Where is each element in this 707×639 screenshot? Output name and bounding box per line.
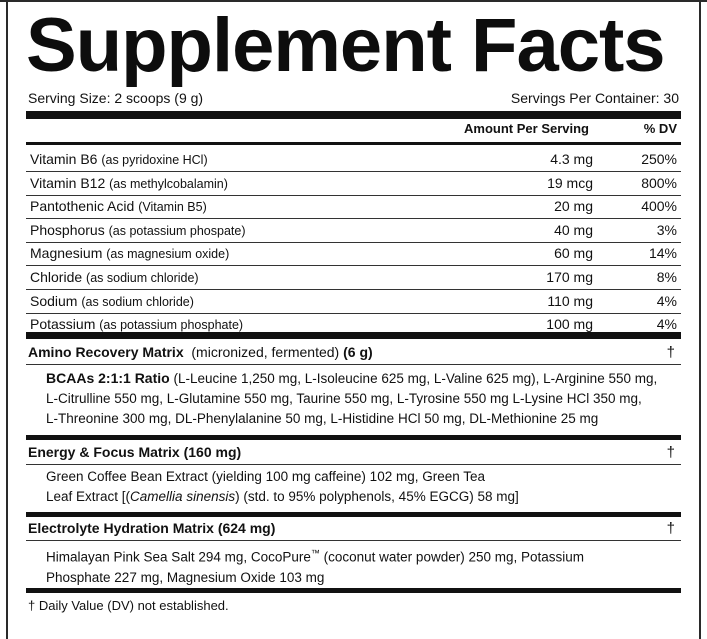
electrolyte-title-text: Electrolyte Hydration Matrix (624 mg) [28,520,276,536]
nutrient-dv: 14% [648,245,677,261]
energy-line-2-post: ) (std. to 95% polyphenols, 45% EGCG) 58 mg] [235,489,519,504]
nutrient-dv: 800% [641,175,677,191]
amino-amount: (6 g) [343,344,373,360]
electrolyte-line-1-pre: Himalayan Pink Sea Salt 294 mg, CocoPure [46,549,311,565]
header-bottom-rule [26,142,681,145]
electrolyte-dagger: † [666,520,675,537]
nutrient-name-text: Magnesium [30,245,103,261]
nutrient-amount: 110 mg [547,293,593,309]
nutrient-name [30,245,229,261]
nutrient-row [28,195,679,217]
nutrient-name-text: Phosphorus [30,222,105,238]
energy-title-text: Energy & Focus Matrix (160 mg) [28,444,242,460]
nutrient-name-text: Pantothenic Acid [30,198,135,214]
nutrient-name [30,293,194,309]
electrolyte-line-1 [46,543,685,568]
nutrient-dv: 4% [656,293,677,309]
left-border [6,0,8,639]
nutrient-source: (as pyridoxine HCl) [101,153,208,167]
nutrient-amount: 60 mg [554,245,593,261]
energy-divider [26,464,681,465]
nutrient-row [28,242,679,264]
electrolyte-line-2: Phosphate 227 mg, Magnesium Oxide 103 mg [46,569,325,585]
nutrient-amount: 4.3 mg [550,151,593,167]
nutrient-amount: 170 mg [546,269,593,285]
energy-top-rule [26,435,681,440]
amino-divider [26,364,681,365]
nutrient-source: (as sodium chloride) [81,295,194,309]
trademark-symbol: ™ [310,548,320,558]
nutrient-dv: 400% [641,198,677,214]
bcaa-label: BCAAs 2:1:1 Ratio [46,370,170,386]
nutrient-name [30,151,208,167]
nutrient-name [30,198,207,214]
header-rule [26,111,681,119]
right-border [699,0,701,639]
nutrient-row [28,290,679,312]
nutrient-source: (Vitamin B5) [138,200,207,214]
energy-dagger: † [666,444,675,461]
nutrient-dv: 4% [656,316,677,332]
energy-line-2-pre: Leaf Extract [( [46,489,131,504]
serving-size: Serving Size: 2 scoops (9 g) [28,90,204,106]
nutrient-row [28,266,679,288]
panel-title: Supplement Facts [26,3,665,88]
amino-top-rule [26,332,681,339]
energy-line-2 [46,487,685,507]
nutrient-name-text: Chloride [30,269,83,285]
energy-matrix-title [28,444,241,460]
electrolyte-top-rule [26,512,681,517]
nutrient-source: (as potassium phospate) [108,224,246,238]
dv-header: % DV [643,121,677,136]
amino-line-1 [46,368,685,389]
nutrient-amount: 100 mg [546,316,593,332]
nutrient-source: (as methylcobalamin) [109,177,228,191]
energy-line-1: Green Coffee Bean Extract (yielding 100 mg caffeine) 102 mg, Green Tea [46,469,486,484]
nutrient-amount: 19 mcg [547,175,593,191]
nutrient-row [28,219,679,241]
amino-title-text: Amino Recovery Matrix [28,344,184,360]
electrolyte-matrix-ingredients [46,543,685,588]
serving-info [28,90,679,110]
nutrient-name [30,269,199,285]
amino-line-1-text: (L-Leucine 1,250 mg, L-Isoleucine 625 mg, L-Valine 625 mg), L-Arginine 550 mg, [169,371,658,386]
nutrient-row [28,148,679,170]
footnote-top-rule [26,588,681,593]
nutrient-dv: 8% [656,269,677,285]
amount-header: Amount Per Serving [464,121,589,136]
footnote: † Daily Value (DV) not established. [28,598,229,613]
amino-matrix-title [28,344,373,360]
energy-line-2-italic: Camellia sinensis [130,489,236,504]
electrolyte-matrix-title [28,520,275,536]
nutrient-name [30,175,228,191]
amino-line-2: L-Citrulline 550 mg, L-Glutamine 550 mg, Taurine 550 mg, L-Tyrosine 550 mg L-Lysine HCl 350 mg, [46,391,642,406]
servings-per-container: Servings Per Container: 30 [510,90,679,106]
nutrient-name-text: Potassium [30,316,96,332]
nutrient-source: (as magnesium oxide) [106,247,230,261]
amino-qualifier: (micronized, fermented) [191,344,340,360]
nutrient-row [28,172,679,194]
nutrient-source: (as sodium chloride) [86,271,199,285]
nutrient-name-text: Sodium [30,293,78,309]
nutrient-name [30,222,246,238]
nutrient-source: (as potassium phosphate) [99,318,244,332]
nutrient-dv: 3% [656,222,677,238]
amino-matrix-ingredients [46,368,685,429]
amino-dagger: † [666,344,675,361]
electrolyte-divider [26,540,681,541]
nutrient-name [30,316,243,332]
nutrient-name-text: Vitamin B6 [30,151,98,167]
amino-line-3: L-Threonine 300 mg, DL-Phenylalanine 50 mg, L-Histidine HCl 50 mg, DL-Methionine 25 mg [46,411,599,426]
nutrient-dv: 250% [641,151,677,167]
nutrient-amount: 40 mg [554,222,593,238]
nutrient-amount: 20 mg [554,198,593,214]
nutrient-name-text: Vitamin B12 [30,175,106,191]
electrolyte-line-1-post: (coconut water powder) 250 mg, Potassium [319,549,585,565]
energy-matrix-ingredients [46,467,685,507]
